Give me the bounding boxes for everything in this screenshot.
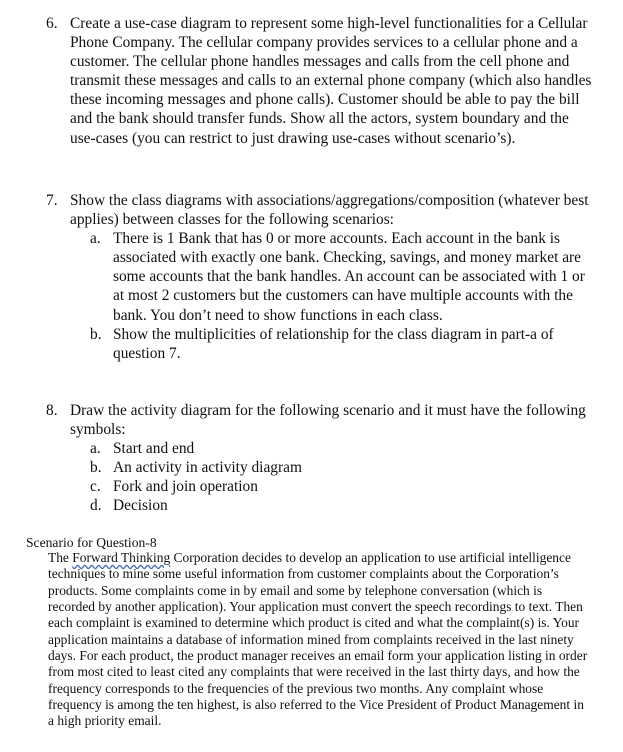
scenario-text: Corporation decides to develop an application to use artificial intelligence techniques to mine some useful information from customer complaints about the Corporation’s products. Some complaints come in by email and some by telephone conversation (which is recorded by another application). Your application must convert the speech recordings to text. Then each complaint is examined to determine which product is cited and what the complaint(s) is. Your application maintains a database of information mined from complaints received in the last ninety days. For each product, the product manager receives an email form your application listing in order from most cited to least cited any complaints that were received in the last thirty days, and how the frequency corresponds to the frequencies of the previous two months. Any complaint whose frequency is among the ten highest, is also referred to the Vice President of Product Management in a high priority email. — [48, 550, 588, 729]
subitem-text: There is 1 Bank that has 0 or more accounts. Each account in the bank is associated with exactly one bank. Checking, savings, and money market are some accounts that the bank handles. An account can be associated with 1 or at most 2 customers but the customers can have multiple accounts with the bank. You don’t need to show functions in each class. — [113, 230, 585, 324]
question-text: Create a use-case diagram to represent some high-level functionalities for a Cellular Phone Company. The cellular company provides services to a cellular phone and a customer. The cellular phone handles messages and calls from the cell phone and transmit these messages and calls to an external phone company (which also handles these incoming messages and phone calls). Customer should be able to pay the bill and the bank should transfer funds. Show all the actors, system boundary and the use-cases (you can restrict to just drawing use-cases without scenario’s). — [70, 15, 592, 147]
scenario-title: Scenario for Question-8 — [26, 535, 157, 550]
subitem-letter: a. — [90, 440, 101, 458]
question-number: 6. — [46, 15, 58, 32]
subitem-text: Start and end — [113, 440, 195, 458]
subitem-letter: c. — [90, 478, 101, 496]
subitem-b — [90, 325, 596, 363]
subitem-c — [90, 477, 596, 496]
subitem-b — [90, 458, 596, 477]
subitem-letter: a. — [90, 230, 101, 248]
subitem-text: Decision — [113, 497, 168, 515]
scenario-intro: The — [48, 550, 69, 565]
subitem-letter: d. — [90, 497, 102, 515]
subitem-text: An activity in activity diagram — [113, 459, 302, 477]
question-7 — [46, 191, 598, 363]
subitem-d — [90, 496, 596, 515]
subitem-letter: b. — [90, 325, 102, 343]
question-text: Draw the activity diagram for the following scenario and it must have the following symbols: — [70, 402, 586, 439]
subitem-letter: b. — [90, 459, 102, 477]
subitem-a — [90, 439, 596, 458]
subitem-a — [90, 229, 596, 324]
subitem-text: Fork and join operation — [113, 478, 258, 496]
company-name: Forward Thinking — [72, 550, 171, 565]
question-6 — [46, 14, 598, 148]
scenario-body — [48, 550, 590, 730]
question-text: Show the class diagrams with associations/aggregations/composition (whatever best applies) between classes for the following scenarios: — [70, 192, 589, 229]
question-number: 8. — [46, 402, 58, 419]
question-number: 7. — [46, 192, 58, 209]
question-8 — [46, 401, 598, 516]
subitem-text: Show the multiplicities of relationship for the class diagram in part-a of question 7. — [113, 325, 554, 362]
